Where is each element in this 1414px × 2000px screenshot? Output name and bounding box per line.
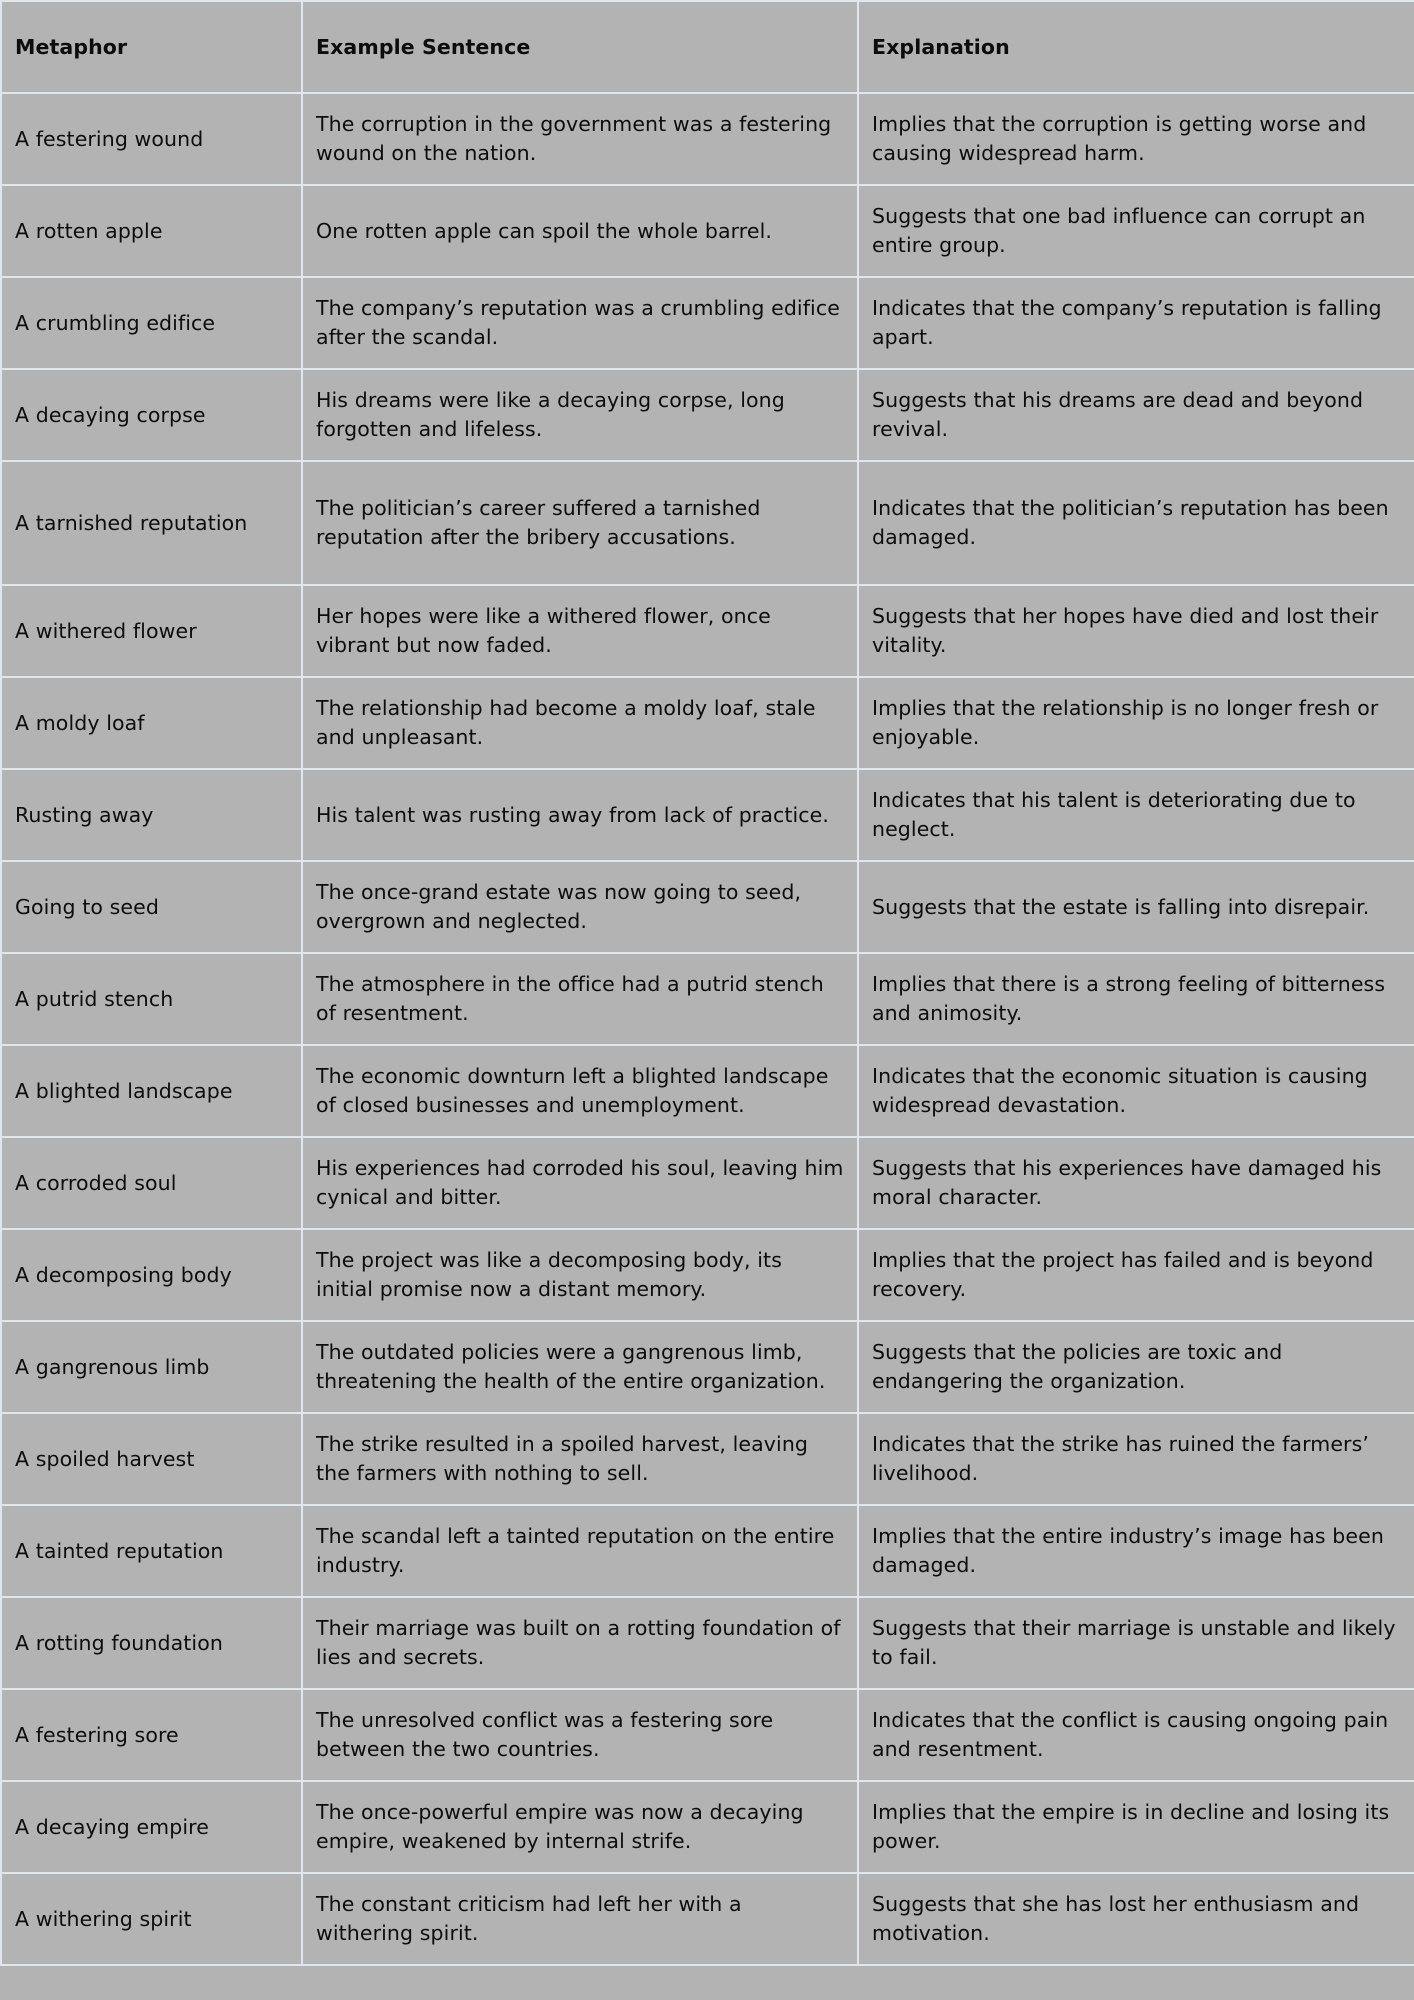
table-row [1, 369, 1414, 461]
example-sentence-cell: The corruption in the government was a festering wound on the nation. [302, 93, 858, 185]
table-row [1, 1689, 1414, 1781]
table-row [1, 93, 1414, 185]
metaphor-cell: A crumbling edifice [1, 277, 302, 369]
metaphor-cell: A festering wound [1, 93, 302, 185]
example-sentence-cell: His talent was rusting away from lack of practice. [302, 769, 858, 861]
example-sentence-cell: The constant criticism had left her with a withering spirit. [302, 1873, 858, 1965]
explanation-cell: Implies that the entire industry’s image has been damaged. [858, 1505, 1414, 1597]
metaphor-cell: A decaying empire [1, 1781, 302, 1873]
header-metaphor: Metaphor [1, 1, 302, 93]
explanation-cell: Implies that the project has failed and is beyond recovery. [858, 1229, 1414, 1321]
example-sentence-cell: The project was like a decomposing body, its initial promise now a distant memory. [302, 1229, 858, 1321]
example-sentence-cell: The scandal left a tainted reputation on the entire industry. [302, 1505, 858, 1597]
metaphor-cell: A withering spirit [1, 1873, 302, 1965]
metaphor-cell: A tarnished reputation [1, 461, 302, 585]
example-sentence-cell: Her hopes were like a withered flower, once vibrant but now faded. [302, 585, 858, 677]
table-row [1, 677, 1414, 769]
header-example-sentence: Example Sentence [302, 1, 858, 93]
table-row [1, 861, 1414, 953]
table-row [1, 1597, 1414, 1689]
table-row [1, 1137, 1414, 1229]
example-sentence-cell: The company’s reputation was a crumbling edifice after the scandal. [302, 277, 858, 369]
metaphor-cell: A rotting foundation [1, 1597, 302, 1689]
metaphor-cell: A decaying corpse [1, 369, 302, 461]
metaphor-cell: A corroded soul [1, 1137, 302, 1229]
example-sentence-cell: The economic downturn left a blighted landscape of closed businesses and unemployment. [302, 1045, 858, 1137]
header-row [1, 1, 1414, 93]
metaphor-cell: Going to seed [1, 861, 302, 953]
metaphor-cell: A decomposing body [1, 1229, 302, 1321]
table-row [1, 953, 1414, 1045]
metaphor-cell: A blighted landscape [1, 1045, 302, 1137]
explanation-cell: Indicates that the economic situation is causing widespread devastation. [858, 1045, 1414, 1137]
table-row [1, 1229, 1414, 1321]
example-sentence-cell: Their marriage was built on a rotting foundation of lies and secrets. [302, 1597, 858, 1689]
table-row [1, 277, 1414, 369]
metaphor-cell: A moldy loaf [1, 677, 302, 769]
metaphor-cell: A gangrenous limb [1, 1321, 302, 1413]
metaphor-cell: A festering sore [1, 1689, 302, 1781]
explanation-cell: Implies that the corruption is getting worse and causing widespread harm. [858, 93, 1414, 185]
metaphor-cell: A spoiled harvest [1, 1413, 302, 1505]
example-sentence-cell: The once-powerful empire was now a decaying empire, weakened by internal strife. [302, 1781, 858, 1873]
example-sentence-cell: The outdated policies were a gangrenous limb, threatening the health of the entire organization. [302, 1321, 858, 1413]
example-sentence-cell: The strike resulted in a spoiled harvest, leaving the farmers with nothing to sell. [302, 1413, 858, 1505]
example-sentence-cell: The atmosphere in the office had a putrid stench of resentment. [302, 953, 858, 1045]
table-row [1, 1781, 1414, 1873]
table-row [1, 461, 1414, 585]
explanation-cell: Indicates that the conflict is causing ongoing pain and resentment. [858, 1689, 1414, 1781]
metaphor-cell: Rusting away [1, 769, 302, 861]
example-sentence-cell: One rotten apple can spoil the whole barrel. [302, 185, 858, 277]
example-sentence-cell: His experiences had corroded his soul, leaving him cynical and bitter. [302, 1137, 858, 1229]
table-row [1, 1045, 1414, 1137]
table-row [1, 1505, 1414, 1597]
explanation-cell: Suggests that the policies are toxic and endangering the organization. [858, 1321, 1414, 1413]
example-sentence-cell: The relationship had become a moldy loaf, stale and unpleasant. [302, 677, 858, 769]
table-row [1, 1321, 1414, 1413]
explanation-cell: Indicates that the politician’s reputation has been damaged. [858, 461, 1414, 585]
table-row [1, 1413, 1414, 1505]
explanation-cell: Suggests that her hopes have died and lost their vitality. [858, 585, 1414, 677]
header-explanation: Explanation [858, 1, 1414, 93]
metaphor-cell: A rotten apple [1, 185, 302, 277]
explanation-cell: Indicates that the strike has ruined the farmers’ livelihood. [858, 1413, 1414, 1505]
table-row [1, 185, 1414, 277]
explanation-cell: Suggests that their marriage is unstable and likely to fail. [858, 1597, 1414, 1689]
explanation-cell: Implies that there is a strong feeling of bitterness and animosity. [858, 953, 1414, 1045]
explanation-cell: Suggests that his experiences have damaged his moral character. [858, 1137, 1414, 1229]
explanation-cell: Implies that the empire is in decline and losing its power. [858, 1781, 1414, 1873]
table-row [1, 1873, 1414, 1965]
example-sentence-cell: The once-grand estate was now going to seed, overgrown and neglected. [302, 861, 858, 953]
table-row [1, 585, 1414, 677]
explanation-cell: Implies that the relationship is no longer fresh or enjoyable. [858, 677, 1414, 769]
example-sentence-cell: The unresolved conflict was a festering sore between the two countries. [302, 1689, 858, 1781]
explanation-cell: Indicates that his talent is deteriorating due to neglect. [858, 769, 1414, 861]
metaphor-cell: A tainted reputation [1, 1505, 302, 1597]
explanation-cell: Indicates that the company’s reputation is falling apart. [858, 277, 1414, 369]
explanation-cell: Suggests that one bad influence can corrupt an entire group. [858, 185, 1414, 277]
explanation-cell: Suggests that his dreams are dead and beyond revival. [858, 369, 1414, 461]
explanation-cell: Suggests that she has lost her enthusiasm and motivation. [858, 1873, 1414, 1965]
table-row [1, 769, 1414, 861]
metaphor-cell: A withered flower [1, 585, 302, 677]
explanation-cell: Suggests that the estate is falling into disrepair. [858, 861, 1414, 953]
table-body [1, 93, 1414, 1965]
example-sentence-cell: The politician’s career suffered a tarnished reputation after the bribery accusations. [302, 461, 858, 585]
example-sentence-cell: His dreams were like a decaying corpse, long forgotten and lifeless. [302, 369, 858, 461]
metaphor-cell: A putrid stench [1, 953, 302, 1045]
